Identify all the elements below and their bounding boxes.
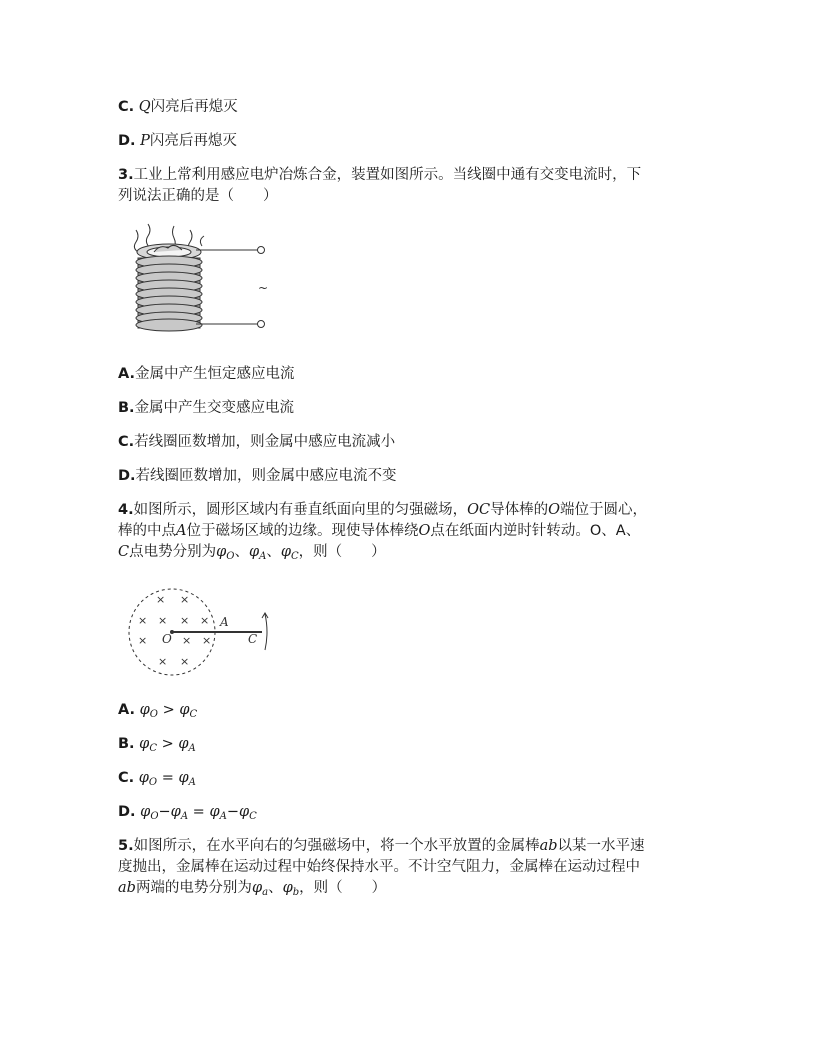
- field-cross: ×: [180, 655, 190, 668]
- option-label: C.: [118, 434, 135, 450]
- variable: O: [418, 523, 431, 539]
- q4-option-c[interactable]: [118, 768, 196, 793]
- option-label: A.: [118, 702, 135, 718]
- stem-text: 端位于圆心，: [559, 502, 647, 518]
- q5-stem-line1: [118, 836, 645, 856]
- point-o-label: O: [162, 632, 172, 646]
- subscript: C: [149, 743, 157, 754]
- option-text: 若线圈匝数增加，则金属中感应电流不变: [135, 468, 397, 484]
- operator: =: [157, 770, 179, 786]
- stem-text: 棒的中点: [118, 523, 176, 539]
- stem-text: 导体棒的: [490, 502, 549, 518]
- field-cross: ×: [182, 634, 192, 647]
- phi-symbol: φ: [238, 804, 250, 820]
- subscript: A: [188, 777, 196, 788]
- q2-option-d[interactable]: [118, 131, 237, 151]
- q3-option-d[interactable]: [118, 466, 397, 486]
- q5-stem-line2: [118, 857, 640, 877]
- field-cross: ×: [138, 634, 148, 647]
- q2-option-c[interactable]: [118, 97, 238, 117]
- option-label: D.: [118, 133, 136, 149]
- option-label: C.: [118, 770, 135, 786]
- phi-symbol: φ: [178, 770, 189, 786]
- question-number: 4.: [118, 502, 134, 518]
- phi-symbol: φ: [251, 880, 263, 896]
- operator: =: [188, 804, 210, 820]
- subscript: O: [148, 777, 158, 788]
- variable: ab: [118, 880, 136, 896]
- subscript: O: [226, 551, 235, 562]
- option-label: A.: [118, 366, 135, 382]
- option-text: 闪亮后再熄灭: [150, 99, 238, 115]
- field-cross: ×: [202, 634, 212, 647]
- stem-text: 工业上常利用感应电炉冶炼合金，装置如图所示。当线圈中通有交变电流时，下: [133, 167, 642, 183]
- operator: −: [158, 804, 171, 820]
- magnetic-field-rod-figure: [124, 580, 274, 680]
- phi-symbol: φ: [209, 804, 220, 820]
- option-label: B.: [118, 736, 135, 752]
- phi-symbol: φ: [140, 804, 151, 820]
- option-label: D.: [118, 468, 136, 484]
- field-cross: ×: [156, 593, 166, 606]
- q4-stem-line2: [118, 521, 640, 541]
- subscript: O: [149, 709, 158, 720]
- q4-option-a[interactable]: [118, 700, 197, 725]
- induction-furnace-figure: [124, 222, 274, 342]
- point-c-label: C: [248, 632, 258, 646]
- field-cross: ×: [138, 614, 148, 627]
- q3-option-a[interactable]: [118, 364, 295, 384]
- stem-text: 如图所示，圆形区域内有垂直纸面向里的匀强磁场，: [133, 502, 468, 518]
- variable: ab: [539, 838, 558, 854]
- operator: −: [226, 804, 239, 820]
- variable: OC: [467, 502, 491, 518]
- ac-symbol: ~: [258, 281, 269, 295]
- q4-stem-line1: [118, 500, 647, 520]
- option-text: 闪亮后再熄灭: [149, 133, 237, 149]
- phi-symbol: φ: [178, 736, 189, 752]
- field-cross: ×: [180, 593, 190, 606]
- variable: O: [548, 502, 560, 518]
- field-cross: ×: [158, 655, 168, 668]
- subscript: A: [180, 811, 189, 822]
- q3-stem-line2: [118, 186, 278, 206]
- stem-text: 度抛出，金属棒在运动过程中始终保持水平。不计空气阻力，金属棒在运动过程中: [118, 859, 640, 875]
- operator: >: [156, 736, 179, 752]
- stem-text: 点电势分别为: [129, 544, 217, 560]
- option-label: C.: [118, 99, 135, 115]
- question-number: 3.: [118, 167, 134, 183]
- phi-symbol: φ: [138, 770, 149, 786]
- subscript: O: [150, 811, 159, 822]
- subscript: A: [259, 551, 267, 562]
- stem-text: ，则（ ）: [298, 544, 386, 560]
- q5-stem-line3: ab两端的电势分别为$\varphi_a$、$\varphi_b$，则（ ）: [118, 880, 387, 898]
- option-text: 金属中产生恒定感应电流: [135, 366, 295, 382]
- stem-text: 位于磁场区域的边缘。现使导体棒绕: [186, 523, 419, 539]
- phi-symbol: φ: [179, 702, 190, 718]
- operator: >: [157, 702, 180, 718]
- subscript: C: [249, 811, 257, 822]
- q3-option-c[interactable]: [118, 432, 395, 452]
- phi-symbol: φ: [139, 702, 150, 718]
- subscript: b: [292, 887, 300, 898]
- phi-symbol: φ: [248, 544, 260, 560]
- variable: P: [140, 133, 150, 149]
- option-text: 金属中产生交变感应电流: [134, 400, 295, 416]
- option-text: 若线圈匝数增加，则金属中感应电流减小: [134, 434, 396, 450]
- question-number: 5.: [118, 838, 134, 854]
- subscript: A: [188, 743, 196, 754]
- stem-text: ，则（ ）: [299, 880, 387, 896]
- stem-text: 点在纸面内逆时针转动。: [430, 523, 590, 539]
- q4-stem-line3: C点电势分别为$\varphi_O$、$\varphi_A$、$\varphi_C$，则（ ）: [118, 544, 386, 562]
- variable: Q: [138, 99, 151, 115]
- stem-text: O、A、: [589, 523, 641, 539]
- field-cross: ×: [180, 614, 190, 627]
- q4-option-b[interactable]: [118, 734, 196, 759]
- phi-symbol: φ: [280, 544, 292, 560]
- stem-text: 两端的电势分别为: [135, 880, 252, 896]
- variable: C: [118, 544, 130, 560]
- subscript: C: [291, 551, 299, 562]
- variable: A: [176, 523, 187, 539]
- option-label: B.: [118, 400, 135, 416]
- subscript: C: [189, 709, 198, 720]
- stem-text: 如图所示，在水平向右的匀强磁场中，将一个水平放置的金属棒: [133, 838, 540, 854]
- field-cross: ×: [200, 614, 210, 627]
- field-cross: ×: [158, 614, 168, 627]
- option-label: D.: [118, 804, 136, 820]
- phi-symbol: φ: [170, 804, 181, 820]
- q3-stem-line1: [118, 165, 641, 185]
- subscript: a: [262, 887, 269, 898]
- stem-text: 列说法正确的是（ ）: [118, 188, 278, 204]
- subscript: A: [219, 811, 227, 822]
- stem-text: 以某一水平速: [557, 838, 645, 854]
- q4-option-d[interactable]: [118, 802, 257, 827]
- phi-symbol: φ: [216, 544, 227, 560]
- phi-symbol: φ: [282, 880, 293, 896]
- point-a-label: A: [220, 615, 229, 629]
- q3-option-b[interactable]: [118, 398, 294, 418]
- phi-symbol: φ: [139, 736, 150, 752]
